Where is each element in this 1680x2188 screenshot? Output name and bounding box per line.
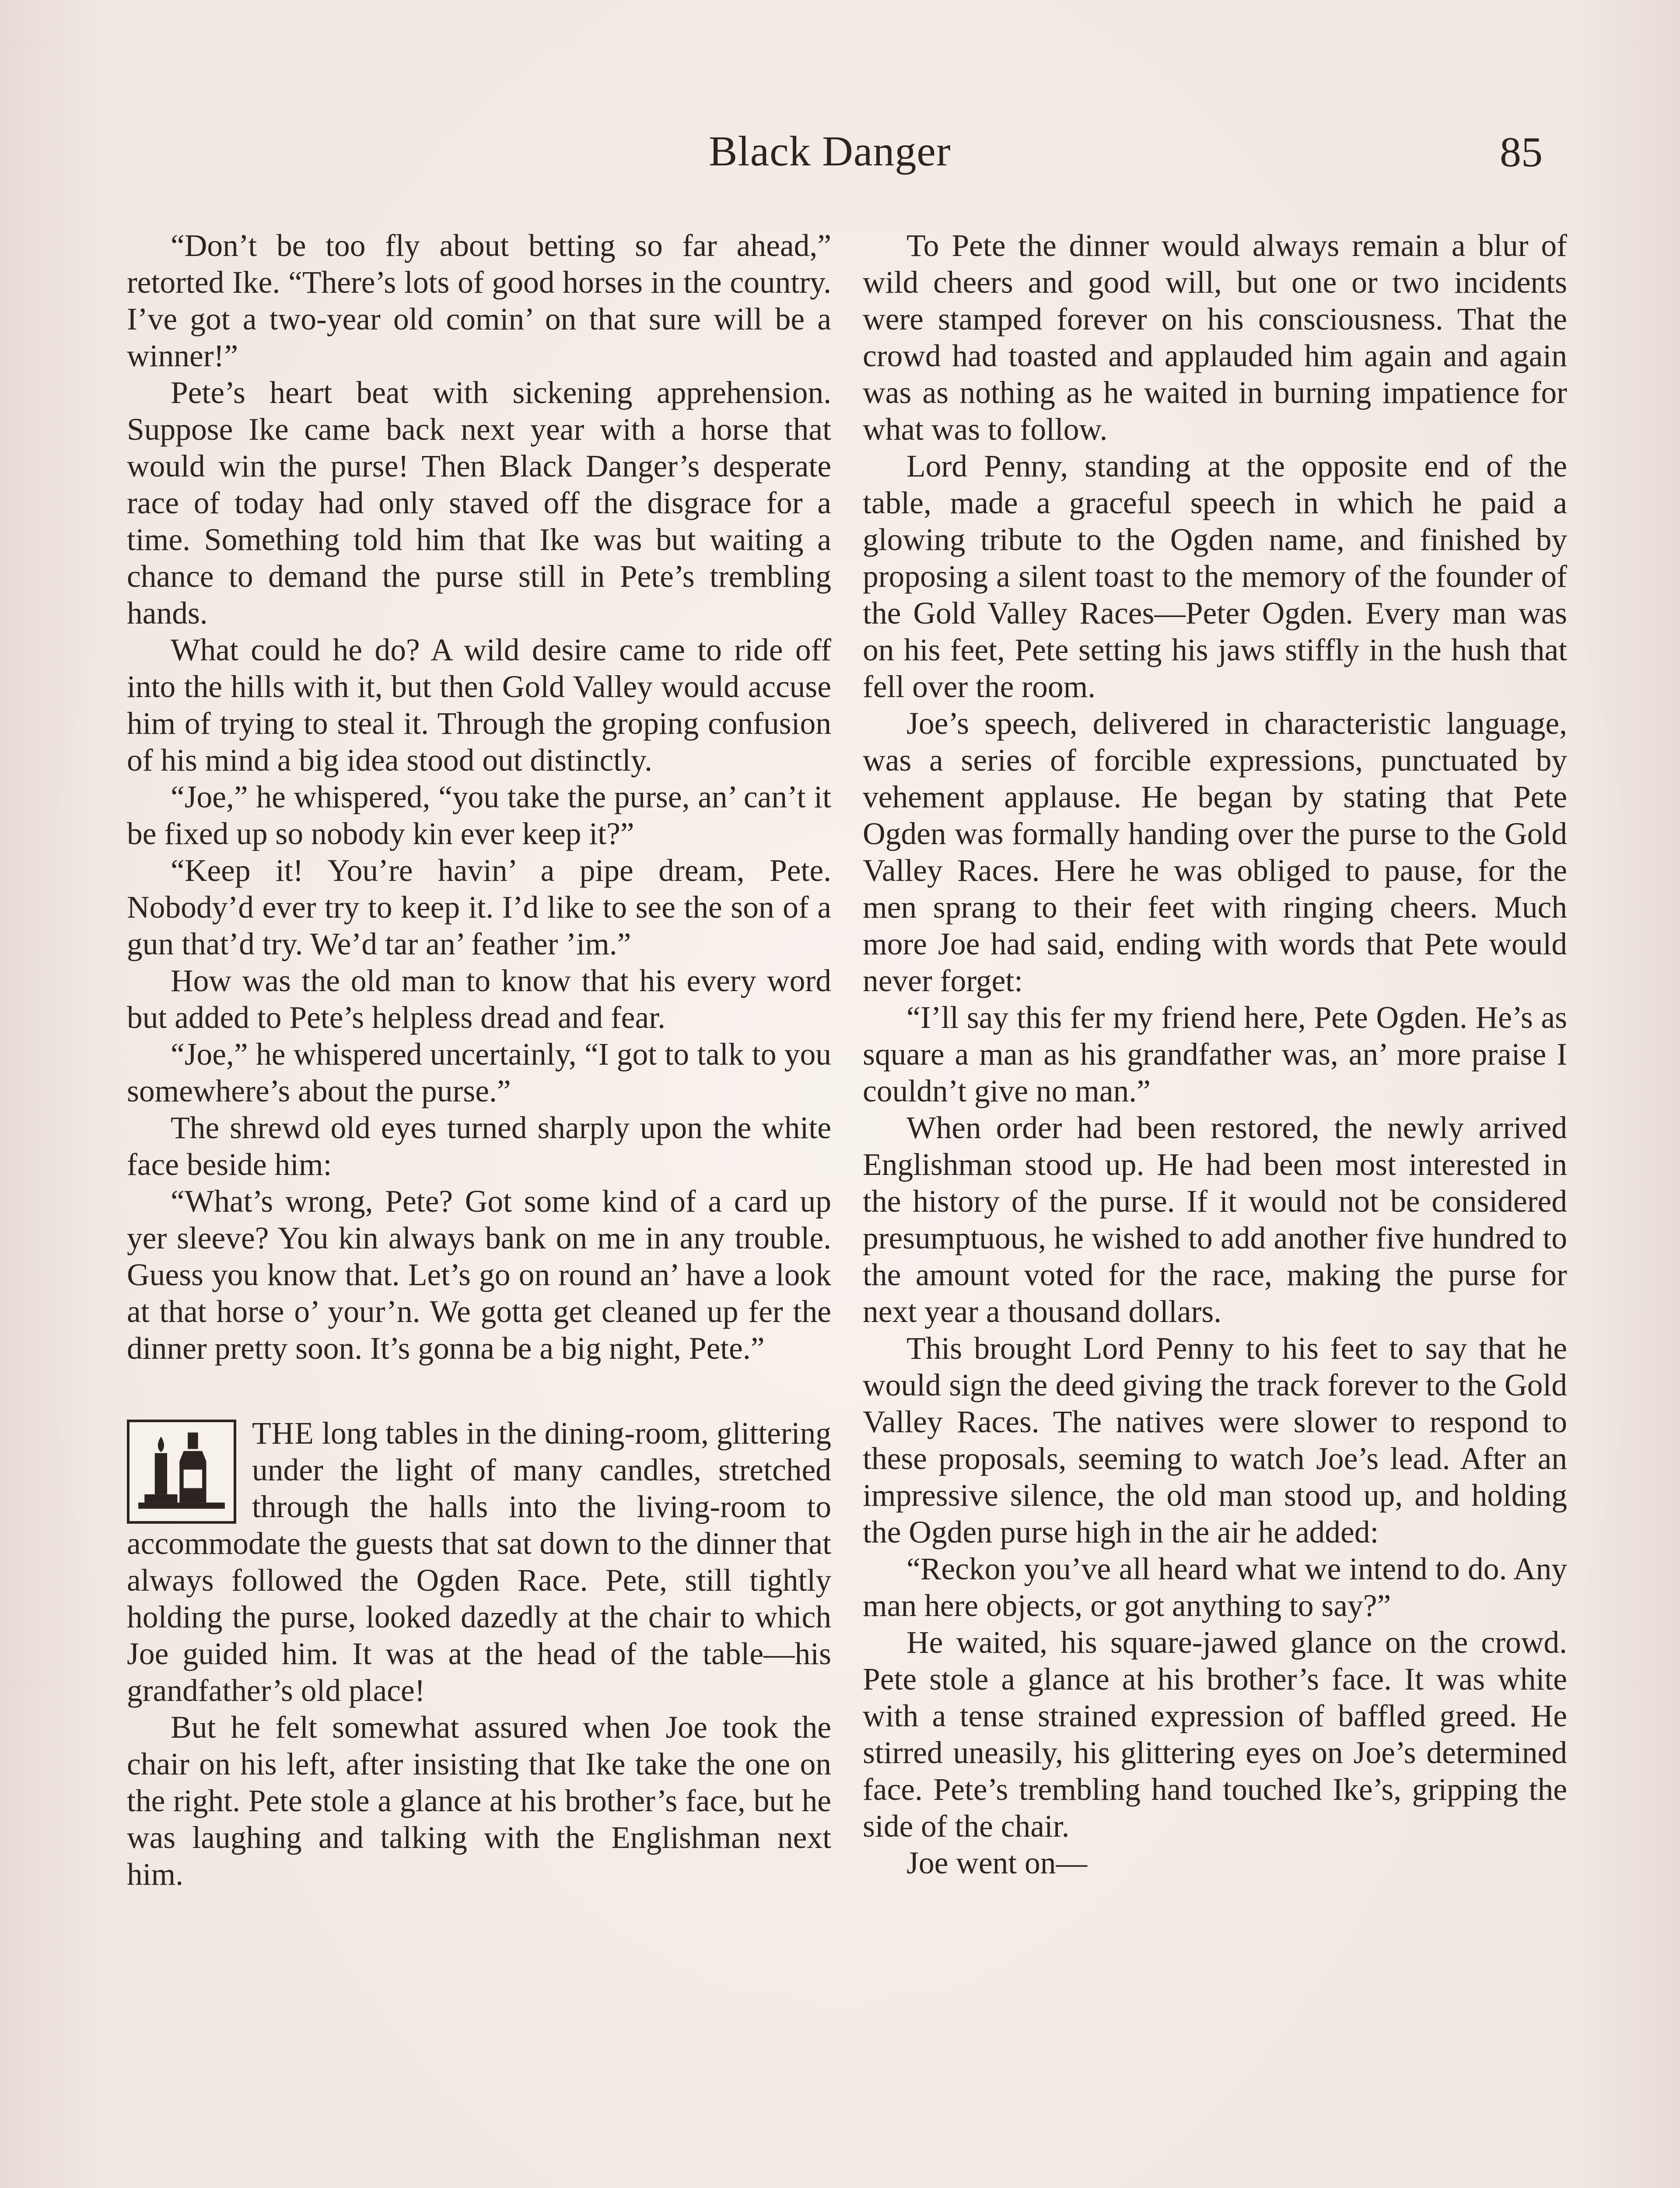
paragraph: To Pete the dinner would always remain a blur of wild cheers and good will, but one or two incidents were stamped forever on his consciousness. That the crowd had toasted and applauded him again and again was as nothing as he waited in burning impatience for what was to follow.	[863, 228, 1567, 447]
running-title: Black Danger	[709, 128, 951, 175]
paragraph: What could he do? A wild desire came to ride off into the hills with it, but then Gold Valley would accuse him of trying to steal it. Through the groping confusion of his mind a big idea stood out distinctly.	[127, 633, 831, 778]
paragraph: “What’s wrong, Pete? Got some kind of a card up yer sleeve? You kin always bank on me in any trouble. Guess you know that. Let’s go on round an’ have a look at that horse o’ your’n. We gotta get cleaned up fer the dinner pretty soon. It’s gonna be a big night, Pete.”	[127, 1184, 831, 1366]
paragraph-text: long tables in the dining-room, glittering under the light of many candles, stretched through the halls into the living-room to accommodate the guests that sat down to the dinner that always followed the Ogden Race. Pete, still tightly holding the purse, looked dazedly at the chair to which Joe guided him. It was at the head of the table—his grandfather’s old place!	[127, 1416, 831, 1708]
paragraph: Lord Penny, standing at the opposite end of the table, made a graceful speech in which he paid a glowing tribute to the Ogden name, and finished by proposing a silent toast to the memory of the founder of the Gold Valley Races—Peter Ogden. Every man was on his feet, Pete setting his jaws stiffly in the hush that fell over the room.	[863, 449, 1567, 704]
left-column	[127, 228, 831, 1893]
page-header	[0, 123, 1680, 188]
candle-bottle-icon	[127, 1420, 236, 1524]
paragraph: “Reckon you’ve all heard what we intend to do. Any man here objects, or got anything to say?”	[863, 1552, 1567, 1623]
section-break	[127, 1367, 831, 1415]
right-column	[863, 228, 1567, 1882]
paragraph: “Joe,” he whispered uncertainly, “I got to talk to you somewhere’s about the purse.”	[127, 1037, 831, 1108]
paragraph: Joe went on—	[906, 1846, 1088, 1880]
paragraph: He waited, his square-jawed glance on the crowd. Pete stole a glance at his brother’s face. It was white with a tense strained expression of baffled greed. He stirred uneasily, his glittering eyes on Joe’s determined face. Pete’s trembling hand touched Ike’s, gripping the side of the chair.	[863, 1625, 1567, 1844]
section-opening-paragraph	[127, 1415, 831, 1709]
paragraph: The shrewd old eyes turned sharply upon the white face beside him:	[127, 1111, 831, 1182]
paragraph: How was the old man to know that his every word but added to Pete’s helpless dread and fear.	[127, 964, 831, 1035]
paragraph: “Don’t be too fly about betting so far ahead,” retorted Ike. “There’s lots of good horses in the country. I’ve got a two-year old comin’ on that sure will be a winner!”	[127, 228, 831, 373]
paragraph: “I’ll say this fer my friend here, Pete Ogden. He’s as square a man as his grandfather was, an’ more praise I couldn’t give no man.”	[863, 1000, 1567, 1108]
page-number: 85	[1500, 129, 1543, 176]
paragraph: When order had been restored, the newly arrived Englishman stood up. He had been most interested in the history of the purse. If it would not be considered presumptuous, he wished to add another five hundred to the amount voted for the race, making the purse for next year a thousand dollars.	[863, 1111, 1567, 1329]
section-lead-word: THE	[252, 1416, 314, 1451]
paragraph: “Joe,” he whispered, “you take the purse, an’ can’t it be fixed up so nobody kin ever keep it?”	[127, 780, 831, 851]
paragraph: But he felt somewhat assured when Joe took the chair on his left, after insisting that Ike take the one on the right. Pete stole a glance at his brother’s face, but he was laughing and talking with the Englishman next him.	[127, 1710, 831, 1892]
paragraph: “Keep it! You’re havin’ a pipe dream, Pete. Nobody’d ever try to keep it. I’d like to see the son of a gun that’d try. We’d tar an’ feather ’im.”	[127, 853, 831, 961]
paragraph: Joe’s speech, delivered in characteristic language, was a series of forcible expressions, punctuated by vehement applause. He began by stating that Pete Ogden was formally handing over the purse to the Gold Valley Races. Here he was obliged to pause, for the men sprang to their feet with ringing cheers. Much more Joe had said, ending with words that Pete would never forget:	[863, 706, 1567, 998]
paragraph: Pete’s heart beat with sickening apprehension. Suppose Ike came back next year with a horse that would win the purse! Then Black Danger’s desperate race of today had only staved off the disgrace for a time. Something told him that Ike was but waiting a chance to demand the purse still in Pete’s trembling hands.	[127, 375, 831, 631]
paragraph: This brought Lord Penny to his feet to say that he would sign the deed giving the track forever to the Gold Valley Races. The natives were slower to respond to these proposals, seeming to watch Joe’s lead. After an impressive silence, the old man stood up, and holding the Ogden purse high in the air he added:	[863, 1331, 1567, 1550]
